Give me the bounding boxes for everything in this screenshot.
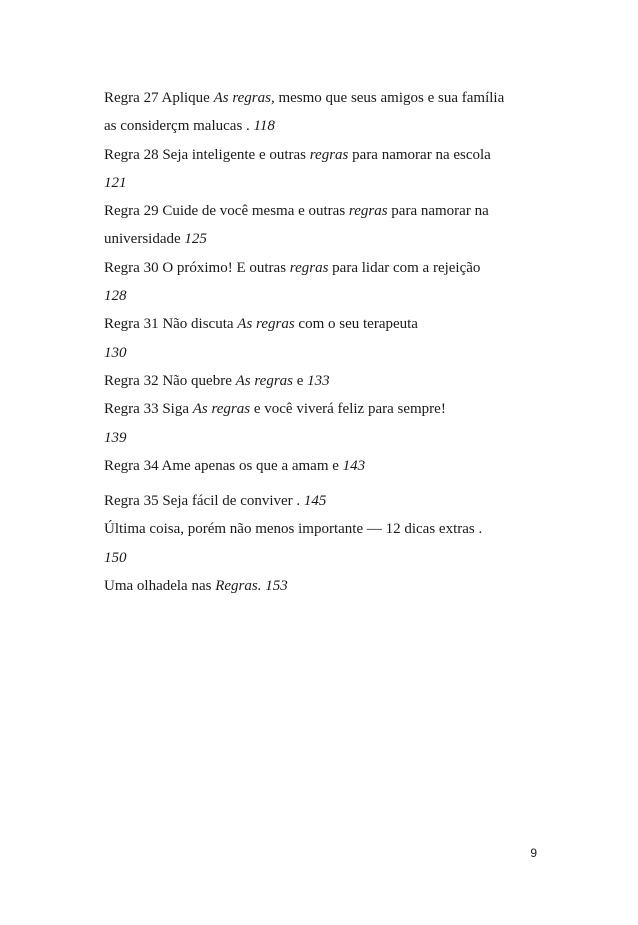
toc-text: Última coisa, porém não menos importante — 12 dicas extras . <box>104 521 483 538</box>
toc-text: Regra 35 Seja fácil de conviver . <box>104 493 304 510</box>
toc-line <box>104 339 544 367</box>
toc-emphasis: regras <box>309 146 349 163</box>
toc-line <box>104 112 544 140</box>
toc-emphasis: 139 <box>104 429 127 446</box>
toc-text: com o seu terapeuta <box>294 316 418 333</box>
toc-text: Regra 28 Seja inteligente e outras <box>104 146 310 163</box>
toc-line <box>104 254 544 282</box>
toc-line <box>104 544 544 572</box>
toc-line <box>104 169 544 197</box>
toc-text: para namorar na escola <box>348 146 491 163</box>
toc-text: Uma olhadela nas <box>104 578 216 595</box>
toc-line <box>104 367 544 395</box>
toc-emphasis: 118 <box>253 118 275 135</box>
toc-text: Regra 27 Aplique <box>104 90 214 106</box>
toc-emphasis: As regras <box>237 316 295 333</box>
table-of-contents <box>104 84 544 600</box>
toc-text: Regra 34 Ame apenas os que a amam e <box>104 457 343 474</box>
toc-emphasis: 121 <box>104 174 127 191</box>
toc-emphasis: 130 <box>104 344 127 361</box>
toc-text: mesmo que seus amigos e sua família <box>274 90 505 106</box>
toc-text: e <box>293 372 308 389</box>
toc-line <box>104 310 544 338</box>
toc-emphasis: regras <box>348 203 388 220</box>
toc-text: Regra 32 Não quebre <box>104 372 236 389</box>
toc-emphasis: 150 <box>104 549 127 566</box>
toc-line <box>104 84 544 112</box>
toc-text: as considerçm malucas . <box>104 118 254 135</box>
toc-line <box>104 424 544 452</box>
toc-line <box>104 141 544 169</box>
toc-emphasis: 145 <box>303 493 327 510</box>
toc-line <box>104 197 544 225</box>
toc-line <box>104 452 544 480</box>
toc-text: Regra 33 Siga <box>104 401 193 418</box>
toc-text: Regra 31 Não discuta <box>104 316 238 333</box>
toc-line <box>104 515 544 543</box>
toc-line <box>104 395 544 423</box>
toc-text: para namorar na <box>387 203 489 220</box>
toc-text: Regra 30 O próximo! E outras <box>104 259 290 276</box>
toc-text: e você viverá feliz para sempre! <box>250 401 446 418</box>
page-number: 9 <box>530 846 537 860</box>
toc-emphasis: As regras <box>235 372 293 389</box>
toc-line <box>104 487 544 515</box>
toc-line <box>104 225 544 253</box>
toc-text: Regra 29 Cuide de você mesma e outras <box>104 203 349 220</box>
toc-emphasis: regras <box>289 259 329 276</box>
toc-emphasis: As regras, <box>213 90 275 106</box>
toc-line <box>104 572 544 600</box>
toc-emphasis: As regras <box>192 401 251 418</box>
toc-line <box>104 282 544 310</box>
toc-emphasis: 133 <box>307 372 330 389</box>
toc-emphasis: 143 <box>342 457 366 474</box>
toc-emphasis: 128 <box>104 288 127 305</box>
toc-emphasis: 153 <box>265 578 288 595</box>
toc-text: para lidar com a rejeição <box>328 259 481 276</box>
toc-emphasis: 125 <box>184 231 207 248</box>
toc-text: universidade <box>104 231 185 248</box>
toc-emphasis: Regras. <box>215 578 262 595</box>
